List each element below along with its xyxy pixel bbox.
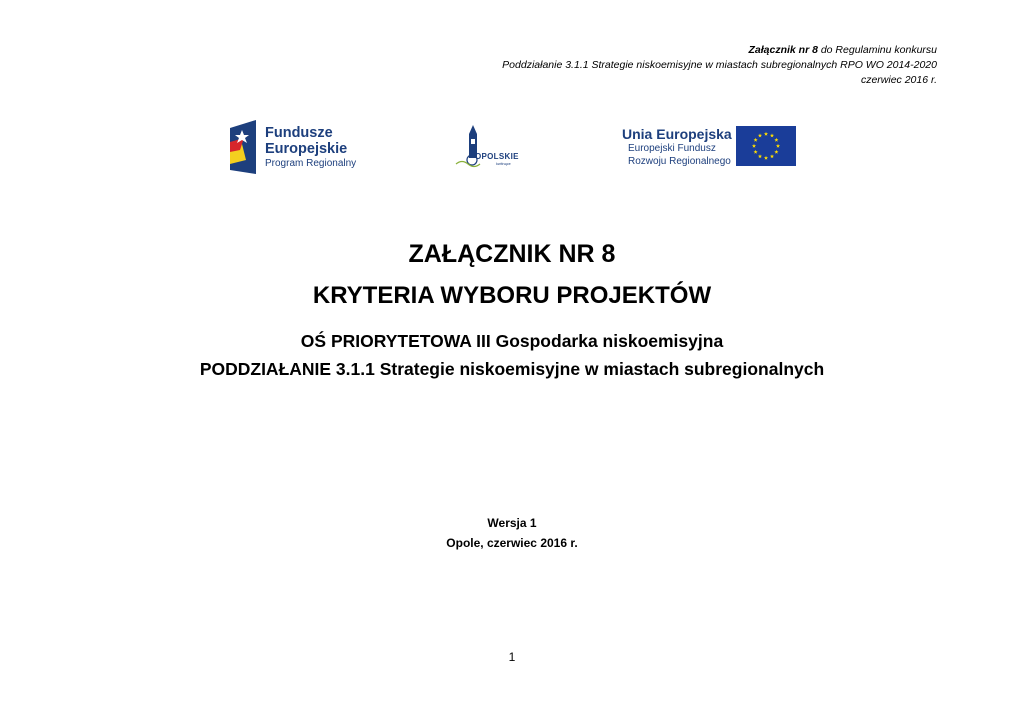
- ue-text: [622, 126, 732, 168]
- opolskie-logo: [452, 124, 532, 174]
- opolskie-tagline: kwitnące: [496, 162, 511, 166]
- ue-line-3: Rozwoju Regionalnego: [628, 155, 731, 167]
- attachment-label: Załącznik nr 8: [748, 44, 818, 56]
- fundusze-flag-icon: [228, 120, 258, 174]
- subaction-title: PODDZIAŁANIE 3.1.1 Strategie niskoemisyjne w miastach subregionalnych: [199, 359, 825, 379]
- ue-line-1: Unia Europejska: [622, 126, 732, 142]
- opolskie-tower-icon: [452, 124, 532, 174]
- document-title-1: ZAŁĄCZNIK NR 8: [408, 240, 616, 268]
- document-header: [502, 43, 937, 88]
- fundusze-text: [265, 125, 356, 170]
- document-title-2: KRYTERIA WYBORU PROJEKTÓW: [312, 282, 712, 309]
- ue-line-2: Europejski Fundusz: [628, 143, 716, 154]
- fundusze-europejskie-logo: [228, 120, 368, 174]
- fundusze-line-1: Fundusze: [265, 125, 333, 141]
- place-date-label: Opole, czerwiec 2016 r.: [446, 536, 578, 550]
- regulation-text: do Regulaminu konkursu: [817, 44, 937, 56]
- eu-flag-icon: [736, 126, 796, 166]
- logo-strip: [0, 118, 1024, 178]
- fundusze-line-3: Program Regionalny: [265, 158, 357, 169]
- header-line-1: [502, 43, 937, 58]
- priority-axis-title: OŚ PRIORYTETOWA III Gospodarka niskoemisyjna: [300, 331, 724, 351]
- version-label: Wersja 1: [487, 516, 537, 530]
- opolskie-name: OPOLSKIE: [475, 152, 519, 161]
- header-line-2: Poddziałanie 3.1.1 Strategie niskoemisyjne w miastach subregionalnych RPO WO 2014-2020: [502, 59, 937, 71]
- unia-europejska-logo: [622, 124, 802, 174]
- header-line-3: czerwiec 2016 r.: [860, 74, 937, 86]
- fundusze-line-2: Europejskie: [265, 141, 348, 157]
- page-number: 1: [508, 650, 516, 664]
